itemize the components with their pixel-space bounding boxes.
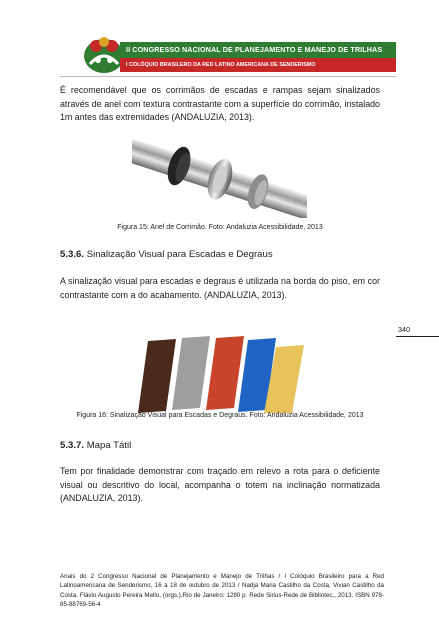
header-banner-title: II CONGRESSO NACIONAL DE PLANEJAMENTO E MANEJO DE TRILHAS bbox=[120, 42, 396, 58]
swatch-gray bbox=[172, 336, 210, 410]
page-number: 340 bbox=[398, 325, 410, 334]
section-number: 5.3.6. bbox=[60, 249, 85, 260]
section-title: Mapa Tátil bbox=[86, 440, 132, 451]
paragraph-handrail-ring: É recomendável que os corrimãos de escadas e rampas sejam sinalizados através de anel com textura contrastante com a superfície do corrimão, instalado 1m antes das extremidades (ANDALUZIA, 2013). bbox=[60, 85, 380, 123]
paragraph-stair-signage: A sinalização visual para escadas e degraus é utilizada na borda do piso, em cor contrastante com a do acabamento. (ANDALUZIA, 2013). bbox=[60, 276, 380, 300]
header-banner-subtitle: I COLÓQUIO BRASILERO DA RED LATINO AMERICANA DE SENDERISMO bbox=[120, 58, 396, 72]
page-number-rule bbox=[396, 336, 439, 337]
section-title: Sinalização Visual para Escadas e Degraus bbox=[86, 249, 273, 260]
section-number: 5.3.7. bbox=[60, 440, 85, 451]
page-footer-citation: Anais do 2 Congresso Nacional de Planejamento e Manejo de Trilhas / I Colóquio Brasileiro para a Red Latinoamericana de Senderismo, 16 a 18 de outubro de 2013 / Nadja Maria Castilho da Costa, Vivian Castilho da Costa, Flávio Augusto Pereira Mello, (orgs.).Rio de Janeiro: 1280 p. Rede Sirius-Rede de Bibliotec., 2013. ISBN 978-85-88769-56-4 bbox=[60, 573, 384, 608]
section-heading-5-3-7 bbox=[60, 440, 131, 451]
figure-15-caption: Figura 15: Anel de Corrimão. Foto: Andaluzia Acessibilidade, 2013 bbox=[117, 224, 323, 231]
header-divider bbox=[60, 76, 396, 77]
section-heading-5-3-6 bbox=[60, 249, 273, 260]
paragraph-tactile-map: Tem por finalidade demonstrar com traçado em relevo a rota para o deficiente visual ou descritivo do local, acompanha o totem na inclinação normatizada (ANDALUZIA, 2013). bbox=[60, 466, 380, 504]
handrail-ring-photo bbox=[132, 140, 307, 218]
swatch-brown bbox=[138, 339, 176, 413]
stair-signage-swatches bbox=[138, 335, 308, 413]
swatch-red bbox=[206, 336, 244, 410]
figure-16-caption: Figura 16: Sinalização Visual para Escadas e Degraus. Foto: Andaluzia Acessibilidade, 2013 bbox=[76, 412, 364, 419]
